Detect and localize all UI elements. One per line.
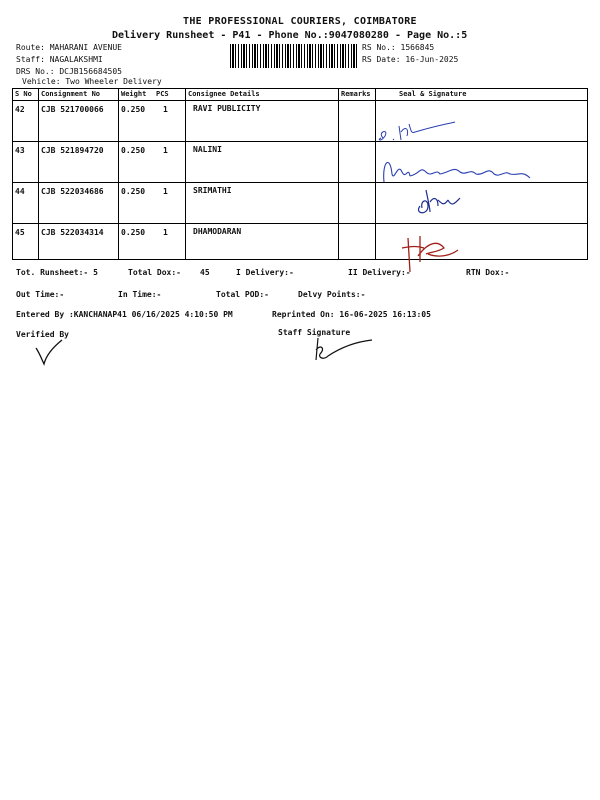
delvy-points: Delvy Points:- (298, 290, 366, 299)
staff-label: Staff: NAGALAKSHMI (16, 55, 103, 64)
signature-row-1 (375, 118, 465, 148)
ii-delivery: II Delivery:- (348, 268, 411, 277)
row-consignment: CJB 521894720 (41, 146, 104, 155)
row-weight: 0.250 (121, 105, 146, 114)
signature-row-2 (380, 152, 540, 186)
verified-signature (32, 338, 72, 366)
col-header-sno: S No (15, 90, 32, 98)
col-header-consignee: Consignee Details (188, 90, 260, 98)
rs-number: RS No.: 1566845 (362, 43, 435, 52)
row-consignee: DHAMODARAN (193, 227, 242, 236)
row-consignment: CJB 522034314 (41, 228, 104, 237)
col-header-pcs: PCS (156, 90, 169, 98)
route-label: Route: MAHARANI AVENUE (16, 43, 122, 52)
i-delivery: I Delivery:- (236, 268, 294, 277)
in-time: In Time:- (118, 290, 162, 299)
row-pcs: 1 (163, 105, 168, 114)
row-consignment: CJB 521700066 (41, 105, 104, 114)
total-dox-label: Total Dox:- (128, 268, 181, 277)
signature-row-3 (412, 186, 472, 218)
row-pcs: 1 (163, 228, 168, 237)
row-pcs: 1 (163, 146, 168, 155)
row-consignment: CJB 522034686 (41, 187, 104, 196)
row-pcs: 1 (163, 187, 168, 196)
total-pod: Total POD:- (216, 290, 269, 299)
col-header-weight: Weight (121, 90, 147, 98)
row-sno: 45 (15, 228, 25, 237)
col-header-remarks: Remarks (341, 90, 371, 98)
reprinted-on: Reprinted On: 16-06-2025 16:13:05 (272, 310, 431, 319)
staff-signature (310, 334, 380, 366)
verified-by-label: Verified By (16, 330, 69, 339)
row-consignee: NALINI (193, 145, 222, 154)
barcode-image (230, 44, 358, 68)
row-consignee: RAVI PUBLICITY (193, 104, 261, 113)
tot-runsheet: Tot. Runsheet:- 5 (16, 268, 98, 277)
total-dox-value: 45 (200, 268, 210, 277)
entered-by: Entered By :KANCHANAP41 06/16/2025 4:10:50 PM (16, 310, 233, 319)
row-weight: 0.250 (121, 187, 146, 196)
row-consignee: SRIMATHI (193, 186, 232, 195)
row-weight: 0.250 (121, 228, 146, 237)
runsheet-title: Delivery Runsheet - P41 - Phone No.:9047080280 - Page No.:5 (112, 30, 468, 41)
rs-date: RS Date: 16-Jun-2025 (362, 55, 459, 64)
row-sno: 42 (15, 105, 25, 114)
col-header-seal-signature: Seal & Signature (399, 90, 467, 98)
staff-signature-label: Staff Signature (278, 328, 351, 337)
row-weight: 0.250 (121, 146, 146, 155)
col-header-consignment: Consignment No (41, 90, 101, 98)
out-time: Out Time:- (16, 290, 65, 299)
rtn-dox: RTN Dox:- (466, 268, 510, 277)
drs-number: DRS No.: DCJB156684505 (16, 67, 122, 76)
vehicle-label: Vehicle: Two Wheeler Delivery (22, 77, 162, 86)
company-title: THE PROFESSIONAL COURIERS, COIMBATORE (183, 16, 417, 27)
row-sno: 44 (15, 187, 25, 196)
row-sno: 43 (15, 146, 25, 155)
